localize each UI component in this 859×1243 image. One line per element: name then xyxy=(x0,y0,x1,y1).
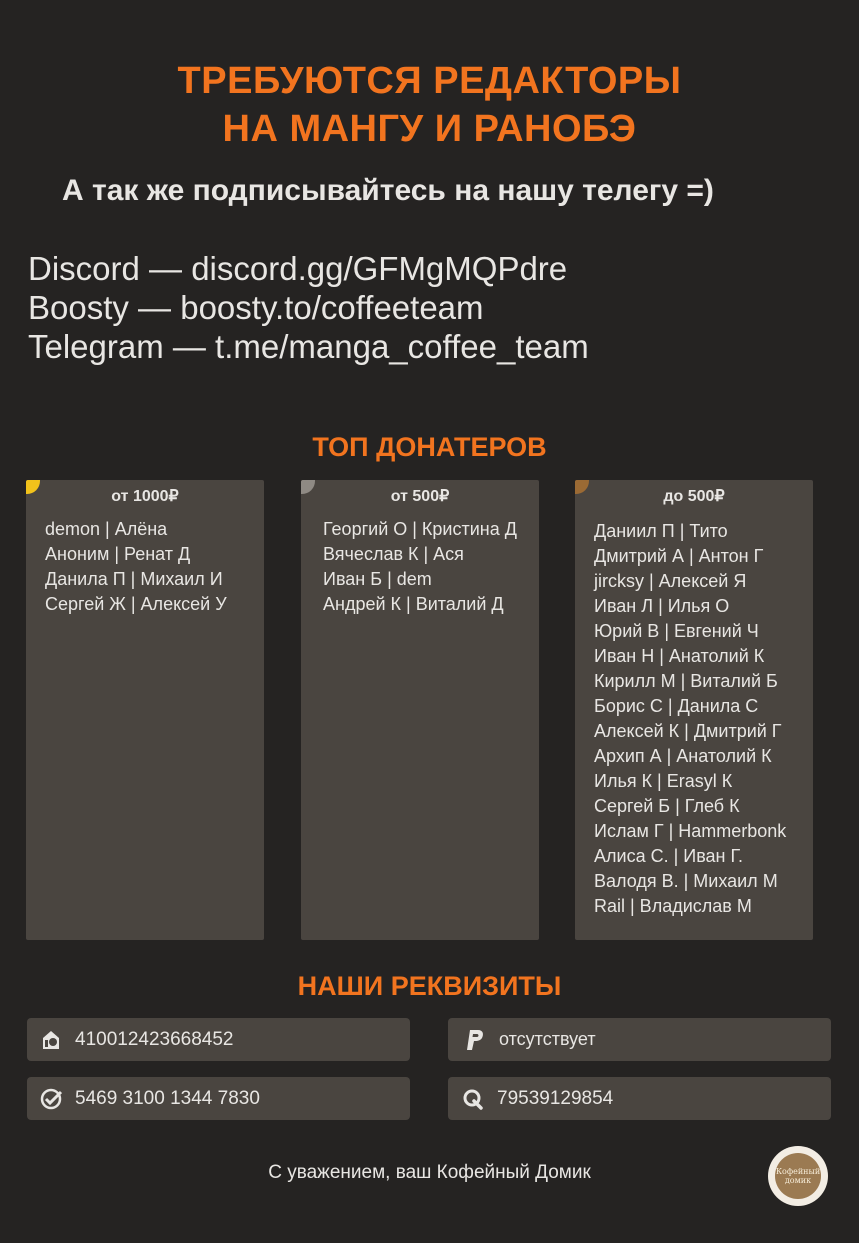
donor-name: Вячеслав К | Ася xyxy=(323,544,464,564)
sberbank-requisite[interactable] xyxy=(27,1077,410,1120)
tier-3-label: до 500₽ xyxy=(663,488,725,505)
donor-name: Андрей К | Виталий Д xyxy=(323,594,504,614)
requisites-title: НАШИ РЕКВИЗИТЫ xyxy=(297,971,562,1001)
donor-name: Алиса С. | Иван Г. xyxy=(594,846,744,866)
qiwi-number: 79539129854 xyxy=(497,1087,614,1109)
subscribe-text: А так же подписывайтесь на нашу телегу =) xyxy=(62,174,714,207)
donor-name: Rail | Владислав М xyxy=(594,896,752,916)
boosty-link[interactable]: Boosty — boosty.to/coffeeteam xyxy=(28,289,484,326)
telegram-link[interactable]: Telegram — t.me/manga_coffee_team xyxy=(28,328,589,365)
donor-name: Иван Б | dem xyxy=(323,569,432,589)
yoomoney-requisite[interactable] xyxy=(27,1018,410,1061)
tier-3-list xyxy=(575,519,813,919)
yoomoney-number: 410012423668452 xyxy=(75,1028,234,1050)
donor-name: Данила П | Михаил И xyxy=(45,569,223,589)
donor-name: Борис С | Данила С xyxy=(594,696,759,716)
paypal-requisite[interactable] xyxy=(448,1018,831,1061)
donor-name: Ислам Г | Hammerbonk xyxy=(594,821,787,841)
donor-card-tier-2 xyxy=(301,480,539,940)
yoomoney-icon xyxy=(39,1028,63,1052)
donor-name: Валодя В. | Михаил М xyxy=(594,871,778,891)
links-list xyxy=(28,249,589,366)
donor-name: Даниил П | Тито xyxy=(594,521,728,541)
sberbank-card-number: 5469 3100 1344 7830 xyxy=(75,1087,260,1109)
title-line-1: ТРЕБУЮТСЯ РЕДАКТОРЫ xyxy=(177,60,682,102)
donor-name: Дмитрий А | Антон Г xyxy=(594,546,764,566)
title-line-2: НА МАНГУ И РАНОБЭ xyxy=(222,108,637,150)
donor-name: Алексей К | Дмитрий Г xyxy=(594,721,782,741)
donor-card-tier-1 xyxy=(26,480,264,940)
donor-name: Кирилл М | Виталий Б xyxy=(594,671,778,691)
donor-name: Илья К | Erasyl К xyxy=(594,771,733,791)
sberbank-icon xyxy=(39,1087,63,1111)
donor-name: Архип А | Анатолий К xyxy=(594,746,772,766)
tier-1-label: от 1000₽ xyxy=(111,488,179,505)
donor-name: Сергей Ж | Алексей У xyxy=(45,594,227,614)
donor-name: Иван Н | Анатолий К xyxy=(594,646,765,666)
footer-text: С уважением, ваш Кофейный Домик xyxy=(268,1162,591,1183)
donor-name: Юрий В | Евгений Ч xyxy=(594,621,759,641)
tier-2-label: от 500₽ xyxy=(390,488,450,505)
donor-name: jircksy | Алексей Я xyxy=(594,571,747,591)
donor-name: Аноним | Ренат Д xyxy=(45,544,191,564)
qiwi-requisite[interactable] xyxy=(448,1077,831,1120)
donor-card-tier-3 xyxy=(575,480,813,940)
donor-name: Иван Л | Илья О xyxy=(594,596,730,616)
donors-title: ТОП ДОНАТЕРОВ xyxy=(312,432,547,462)
logo-text: Кофейный домик xyxy=(775,1167,821,1185)
coffee-house-logo xyxy=(768,1146,828,1206)
tier-2-list xyxy=(301,517,539,617)
donor-name: Сергей Б | Глеб К xyxy=(594,796,740,816)
paypal-value: отсутствует xyxy=(499,1029,596,1049)
tier-1-list xyxy=(26,517,264,617)
logo-emblem xyxy=(775,1153,821,1199)
paypal-icon xyxy=(463,1028,487,1052)
qiwi-icon xyxy=(461,1087,485,1111)
donor-name: demon | Алёна xyxy=(45,519,168,539)
discord-link[interactable]: Discord — discord.gg/GFMgMQPdre xyxy=(28,250,568,287)
donor-name: Георгий О | Кристина Д xyxy=(323,519,517,539)
